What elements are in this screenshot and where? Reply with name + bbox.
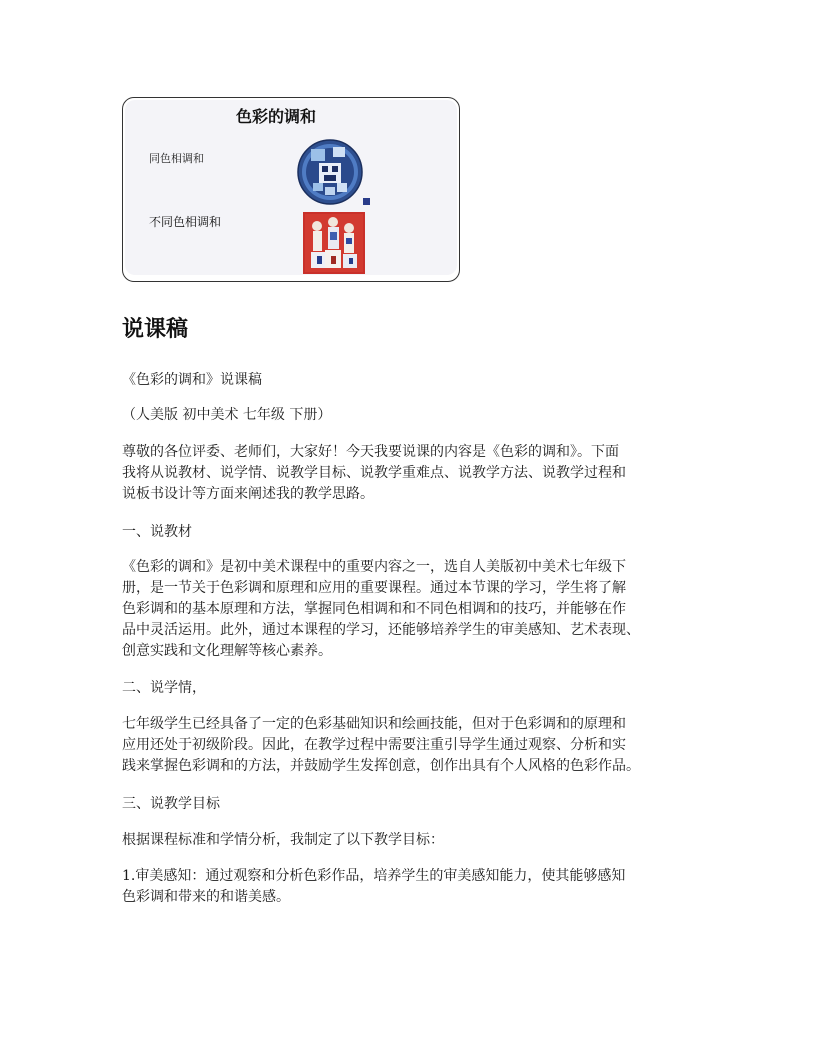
document-title-line: 《色彩的调和》说课稿 <box>122 372 262 388</box>
intro-line: 尊敬的各位评委、老师们，大家好！今天我要说课的内容是《色彩的调和》。下面 <box>122 444 619 460</box>
intro-line: 说板书设计等方面来阐述我的教学思路。 <box>122 486 374 502</box>
intro-paragraph <box>122 442 712 505</box>
different-hue-label: 不同色相调和 <box>149 215 222 229</box>
section2-line: 践来掌握色彩调和的方法，并鼓励学生发挥创意，创作出具有个人风格的色彩作品。 <box>122 758 640 774</box>
goal1-paragraph <box>122 866 712 908</box>
same-hue-label: 同色相调和 <box>149 153 204 165</box>
blue-square-mark <box>363 198 370 205</box>
slide-image <box>122 97 460 282</box>
section2-heading: 二、说学情， <box>122 680 206 696</box>
section1-line: 《色彩的调和》是初中美术课程中的重要内容之一，选自人美版初中美术七年级下 <box>122 559 626 575</box>
page-heading: 说课稿 <box>122 317 189 342</box>
section3-intro: 根据课程标准和学情分析，我制定了以下教学目标： <box>122 832 444 848</box>
slide-title: 色彩的调和 <box>235 109 316 126</box>
section2-line: 应用还处于初级阶段。因此，在教学过程中需要注重引导学生通过观察、分析和实 <box>122 737 626 753</box>
section1-paragraph <box>122 557 712 662</box>
section3-heading: 三、说教学目标 <box>122 796 220 812</box>
section1-line: 册，是一节关于色彩调和原理和应用的重要课程。通过本节课的学习，学生将了解 <box>122 580 626 596</box>
section1-heading: 一、说教材 <box>122 524 192 540</box>
goal1-line: 1.审美感知：通过观察和分析色彩作品，培养学生的审美感知能力，使其能够感知 <box>122 868 626 884</box>
intro-line: 我将从说教材、说学情、说教学目标、说教学重难点、说教学方法、说教学过程和 <box>122 465 626 481</box>
blue-plate-artwork <box>297 139 363 205</box>
section1-line: 品中灵活运用。此外，通过本课程的学习，还能够培养学生的审美感知、艺术表现、 <box>122 622 640 638</box>
goal1-line: 色彩调和带来的和谐美感。 <box>122 889 290 905</box>
section1-line: 色彩调和的基本原理和方法，掌握同色相调和和不同色相调和的技巧，并能够在作 <box>122 601 626 617</box>
section1-line: 创意实践和文化理解等核心素养。 <box>122 643 332 659</box>
edition-line: （人美版 初中美术 七年级 下册） <box>122 407 332 423</box>
section2-line: 七年级学生已经具备了一定的色彩基础知识和绘画技能，但对于色彩调和的原理和 <box>122 716 626 732</box>
section2-paragraph <box>122 714 712 777</box>
red-figures-artwork <box>303 212 365 274</box>
